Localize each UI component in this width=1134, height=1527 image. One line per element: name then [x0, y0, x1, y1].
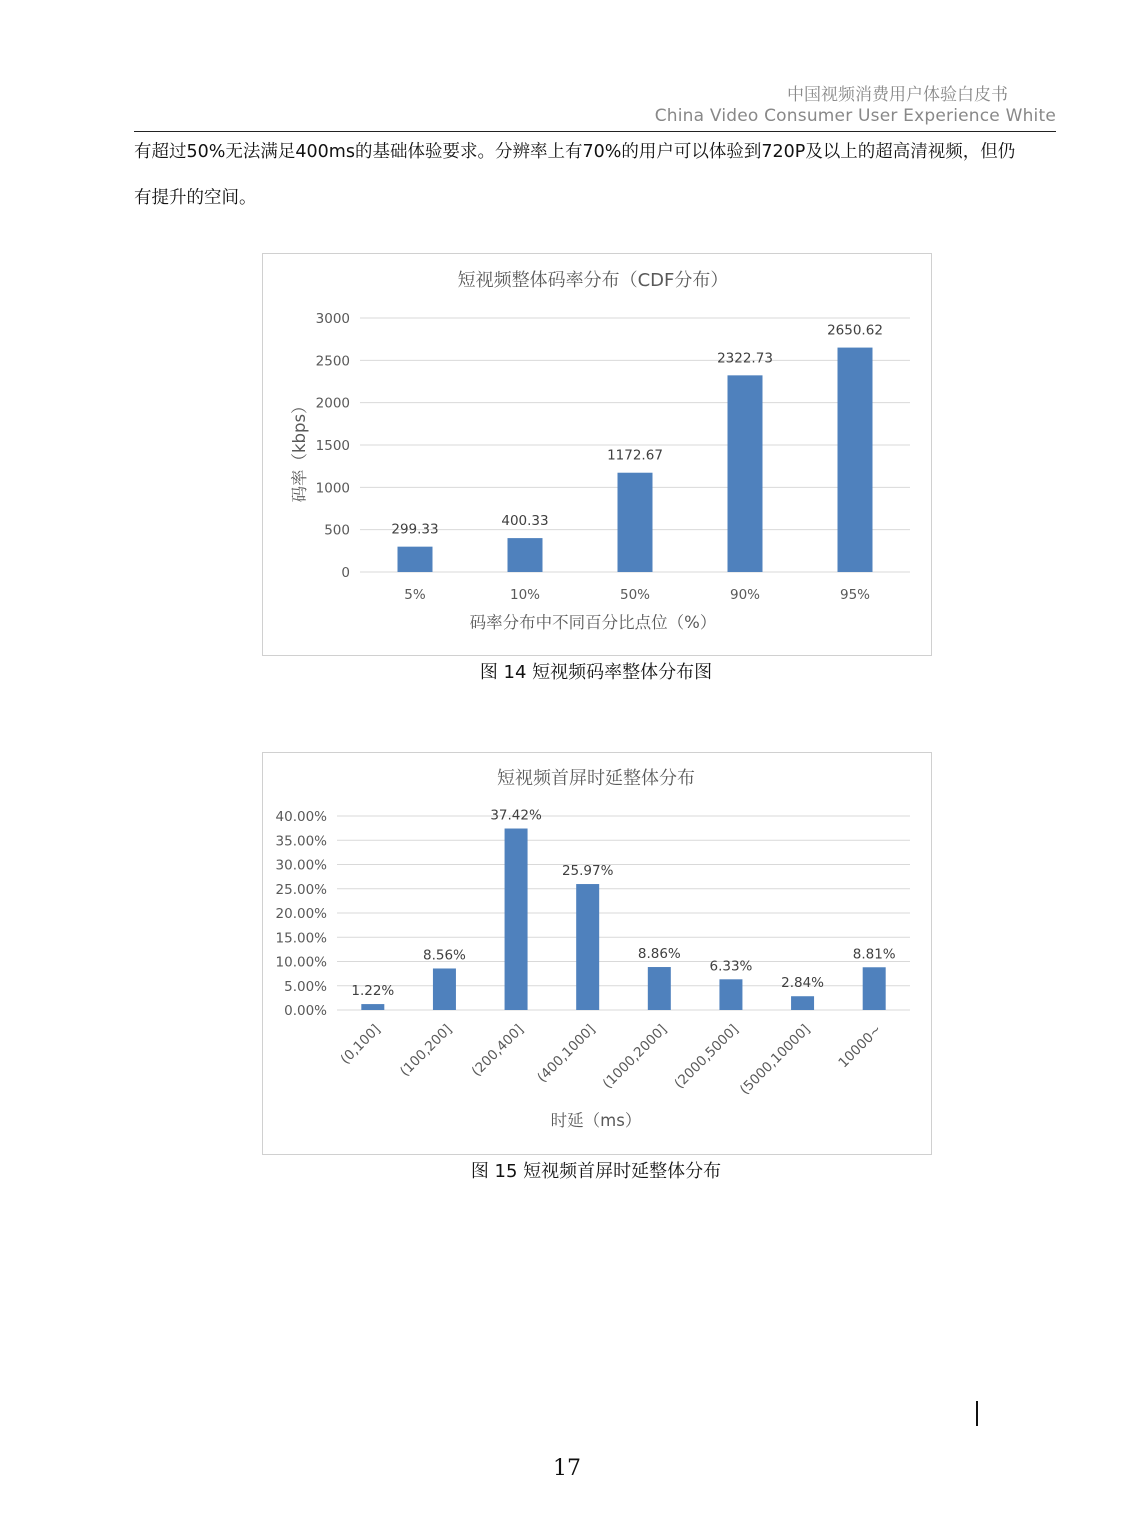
data-label: 8.86% — [637, 946, 681, 963]
x-tick-label: (0,100] — [337, 1021, 384, 1068]
page-number: 17 — [553, 1456, 581, 1481]
x-tick-label: (1000,2000] — [599, 1021, 671, 1092]
y-tick-label: 40.00% — [275, 809, 327, 825]
x-tick-label: 10000~ — [835, 1021, 886, 1072]
latency-bar-chart — [263, 753, 931, 1154]
x-tick-label: (5000,10000] — [736, 1021, 814, 1098]
data-label: 1172.67 — [607, 447, 663, 464]
data-label: 2.84% — [781, 975, 825, 992]
data-label: 2650.62 — [827, 322, 883, 339]
bar — [508, 538, 543, 572]
x-tick-label: (400,1000] — [534, 1021, 599, 1086]
bar — [398, 547, 433, 572]
bar — [618, 473, 653, 572]
figure-14-caption: 图 14 短视频码率整体分布图 — [479, 662, 713, 683]
x-tick-label: 90% — [729, 587, 761, 603]
y-tick-label: 0 — [341, 565, 350, 581]
x-tick-label: (200,400] — [468, 1021, 527, 1080]
x-axis-title: 时延（ms） — [550, 1111, 642, 1130]
y-tick-label: 5.00% — [284, 978, 327, 995]
figure-14-chart — [262, 253, 932, 656]
data-label: 8.56% — [422, 947, 466, 964]
data-label: 6.33% — [709, 958, 753, 975]
header-title-cn: 中国视频消费用户体验白皮书 — [787, 85, 1008, 105]
y-tick-label: 3000 — [315, 311, 350, 327]
bar — [648, 967, 671, 1010]
x-tick-label: (100,200] — [397, 1021, 456, 1080]
data-label: 400.33 — [501, 513, 549, 530]
y-tick-label: 1000 — [315, 480, 350, 497]
data-label: 25.97% — [561, 863, 614, 880]
x-tick-label: 50% — [619, 587, 651, 603]
bitrate-bar-chart — [263, 254, 931, 655]
chart-title: 短视频首屏时延整体分布 — [497, 768, 695, 789]
bar — [863, 967, 886, 1010]
y-tick-label: 30.00% — [275, 857, 327, 874]
bar — [838, 348, 873, 572]
y-tick-label: 15.00% — [275, 930, 327, 947]
bar — [719, 979, 742, 1010]
data-label: 299.33 — [391, 521, 439, 538]
x-tick-label: 5% — [404, 587, 426, 603]
x-tick-label: 95% — [839, 587, 871, 603]
figure-15-caption: 图 15 短视频首屏时延整体分布 — [470, 1161, 722, 1182]
y-tick-label: 25.00% — [275, 881, 327, 898]
margin-mark — [976, 1401, 978, 1426]
data-label: 1.22% — [351, 983, 395, 1000]
y-tick-label: 0.00% — [284, 1003, 327, 1019]
bar — [361, 1004, 384, 1010]
data-label: 2322.73 — [717, 350, 773, 367]
x-tick-label: 10% — [509, 587, 541, 603]
y-tick-label: 10.00% — [275, 954, 327, 971]
body-paragraph-line-2: 有提升的空间。 — [134, 188, 257, 208]
y-tick-label: 2000 — [315, 395, 350, 412]
y-tick-label: 20.00% — [275, 906, 327, 922]
bar — [576, 884, 599, 1010]
bar — [505, 829, 528, 1010]
y-tick-label: 2500 — [315, 353, 350, 370]
bar — [728, 375, 763, 572]
x-tick-label: (2000,5000] — [671, 1021, 742, 1092]
y-axis-title: 码率（kbps） — [290, 397, 309, 503]
y-tick-label: 1500 — [315, 438, 350, 454]
header-rule — [134, 131, 1056, 132]
y-tick-label: 500 — [324, 522, 350, 539]
figure-15-chart — [262, 752, 932, 1155]
bar — [791, 996, 814, 1010]
data-label: 37.42% — [490, 807, 542, 824]
chart-title: 短视频整体码率分布（CDF分布） — [457, 270, 729, 291]
body-paragraph-line-1: 有超过50%无法满足400ms的基础体验要求。分辨率上有70%的用户可以体验到720P及以上的超高清视频，但仍 — [134, 142, 1016, 162]
header-title-en: China Video Consumer User Experience White — [654, 106, 1056, 126]
x-axis-title: 码率分布中不同百分比点位（%） — [469, 613, 717, 632]
y-tick-label: 35.00% — [275, 833, 327, 850]
data-label: 8.81% — [852, 946, 896, 963]
bar — [433, 968, 456, 1010]
